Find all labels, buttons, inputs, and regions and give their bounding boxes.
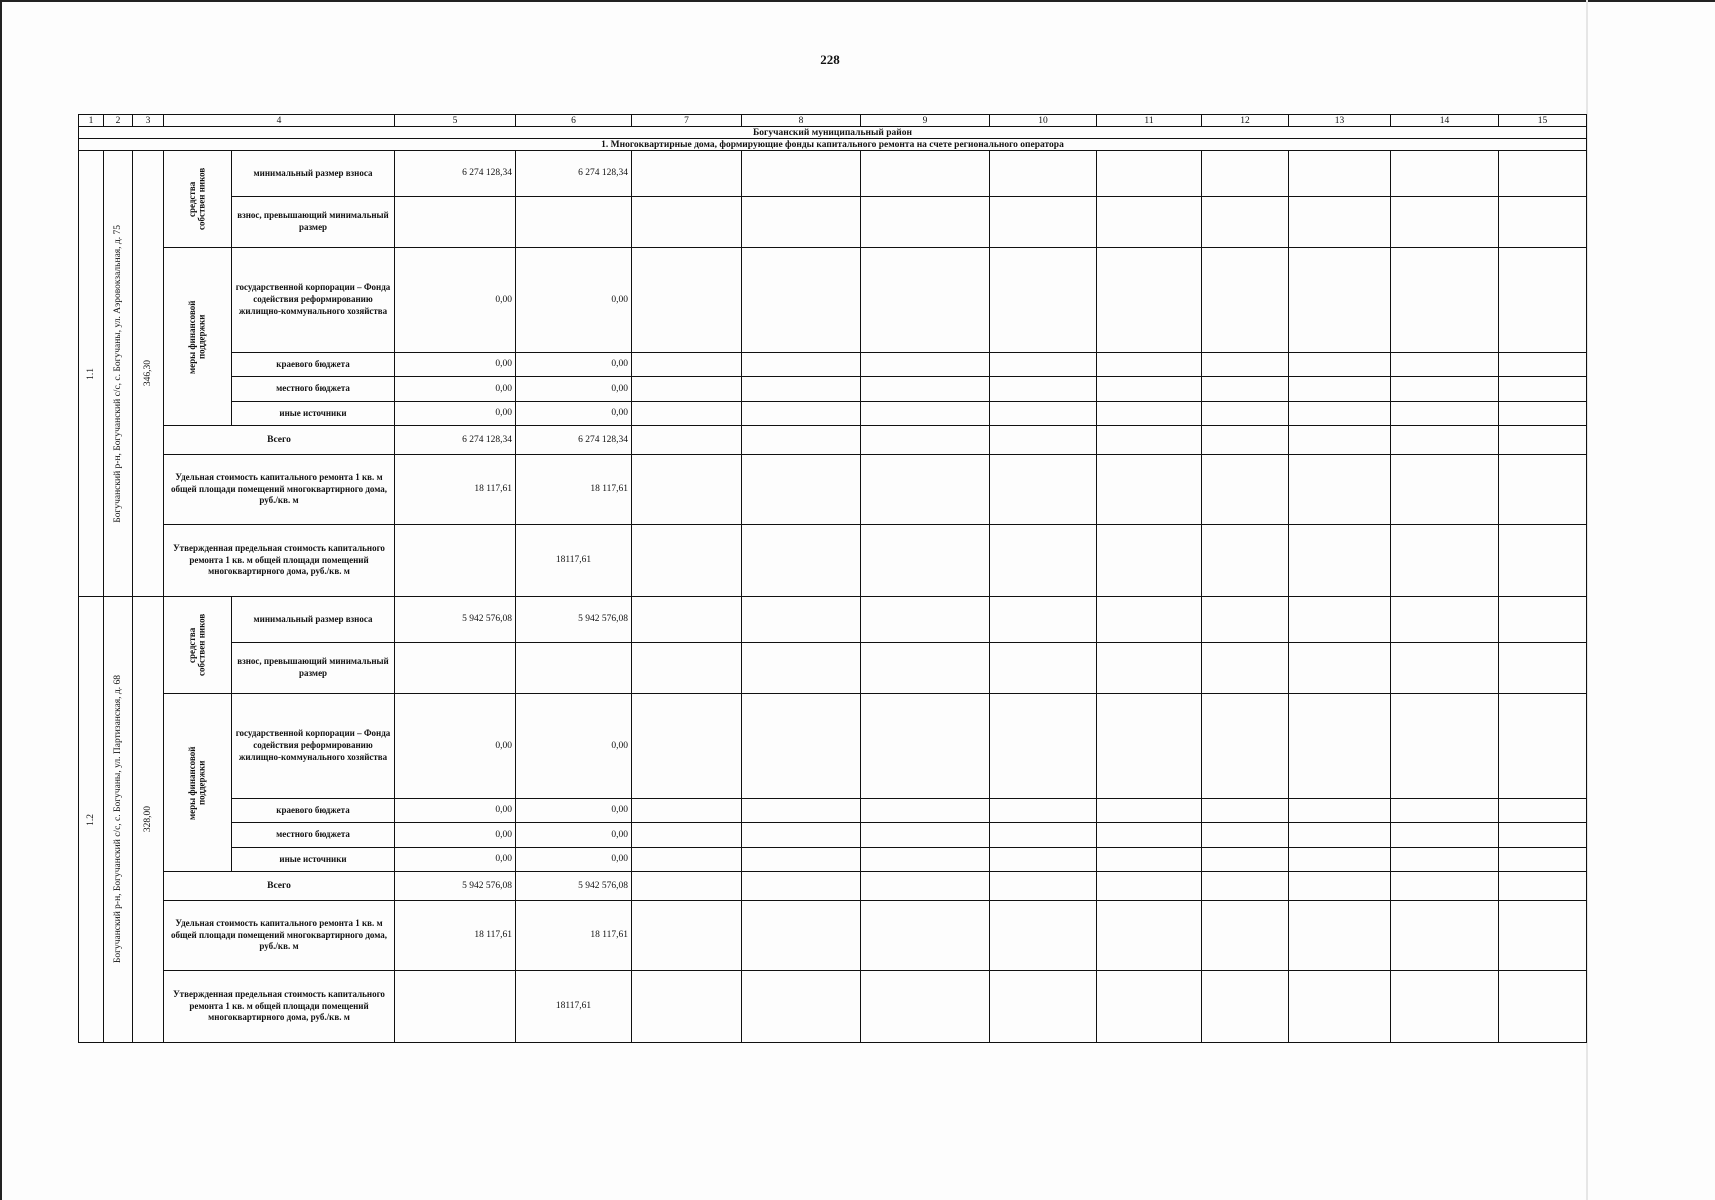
empty-cell xyxy=(861,426,990,455)
empty-cell xyxy=(990,643,1097,694)
other-label: иные источники xyxy=(232,402,395,426)
district-row xyxy=(79,127,1587,139)
value-col6: 0,00 xyxy=(516,848,632,872)
empty-cell xyxy=(1202,525,1289,597)
empty-cell xyxy=(1499,848,1587,872)
empty-cell xyxy=(1097,823,1202,848)
total-label: Всего xyxy=(164,426,395,455)
empty-cell xyxy=(990,799,1097,823)
empty-cell xyxy=(1202,151,1289,197)
record-address xyxy=(104,151,133,597)
empty-cell xyxy=(632,643,742,694)
empty-cell xyxy=(1499,872,1587,901)
empty-cell xyxy=(1391,426,1499,455)
empty-cell xyxy=(742,799,861,823)
empty-cell xyxy=(742,197,861,248)
empty-cell xyxy=(1289,848,1391,872)
empty-cell xyxy=(1202,971,1289,1043)
total-row xyxy=(79,872,1587,901)
empty-cell xyxy=(742,151,861,197)
local-label: местного бюджета xyxy=(232,377,395,402)
unit-cost-row xyxy=(79,455,1587,525)
col-header: 13 xyxy=(1289,115,1391,127)
value-col6: 0,00 xyxy=(516,823,632,848)
value-col6: 0,00 xyxy=(516,694,632,799)
empty-cell xyxy=(1289,525,1391,597)
empty-cell xyxy=(1391,799,1499,823)
empty-cell xyxy=(632,823,742,848)
empty-cell xyxy=(1202,426,1289,455)
empty-cell xyxy=(1097,426,1202,455)
empty-cell xyxy=(1499,455,1587,525)
empty-cell xyxy=(1391,901,1499,971)
excess-contribution-label: взнос, превышающий минимальный размер xyxy=(232,197,395,248)
empty-cell xyxy=(861,197,990,248)
empty-cell xyxy=(1202,377,1289,402)
empty-cell xyxy=(990,901,1097,971)
empty-cell xyxy=(1391,597,1499,643)
empty-cell xyxy=(861,377,990,402)
value-col5: 0,00 xyxy=(395,799,516,823)
value-col5: 0,00 xyxy=(395,377,516,402)
record-area-text: 346,30 xyxy=(142,360,153,387)
empty-cell xyxy=(1097,402,1202,426)
empty-cell xyxy=(1097,197,1202,248)
approved-value-col6: 18117,61 xyxy=(516,525,632,597)
empty-cell xyxy=(1097,151,1202,197)
empty-cell xyxy=(1097,971,1202,1043)
value-col6: 6 274 128,34 xyxy=(516,151,632,197)
empty-cell xyxy=(742,248,861,353)
approved-limit-label: Утвержденная предельная стоимость капитального ремонта 1 кв. м общей площади помещений многоквартирного дома, руб./кв. м xyxy=(164,971,395,1043)
empty-cell xyxy=(1289,377,1391,402)
empty-cell xyxy=(742,455,861,525)
unit-cost-label: Удельная стоимость капитального ремонта 1 кв. м общей площади помещений многоквартирного дома, руб./кв. м xyxy=(164,455,395,525)
min-contribution-label: минимальный размер взноса xyxy=(232,151,395,197)
regional-label: краевого бюджета xyxy=(232,799,395,823)
record-address-text: Богучанский р-н, Богучанский с/с, с. Богучаны, ул. Аэровокзальная, д. 75 xyxy=(112,224,123,523)
col-header: 2 xyxy=(104,115,133,127)
empty-cell xyxy=(1202,597,1289,643)
value-col5: 0,00 xyxy=(395,248,516,353)
empty-cell xyxy=(1289,151,1391,197)
empty-cell xyxy=(632,377,742,402)
scan-left-edge xyxy=(0,0,2,1200)
empty-cell xyxy=(742,848,861,872)
empty-cell xyxy=(990,823,1097,848)
record-row xyxy=(79,823,1587,848)
empty-cell xyxy=(1391,643,1499,694)
empty-cell xyxy=(1202,872,1289,901)
value-col5: 6 274 128,34 xyxy=(395,426,516,455)
empty-cell xyxy=(861,151,990,197)
empty-cell xyxy=(861,848,990,872)
other-label: иные источники xyxy=(232,848,395,872)
empty-cell xyxy=(1391,197,1499,248)
empty-cell xyxy=(1289,823,1391,848)
value-col5: 5 942 576,08 xyxy=(395,597,516,643)
district-title: Богучанский муниципальный район xyxy=(79,127,1587,139)
empty-cell xyxy=(632,872,742,901)
empty-cell xyxy=(1202,402,1289,426)
empty-cell xyxy=(1499,525,1587,597)
empty-cell xyxy=(861,901,990,971)
empty-cell xyxy=(861,353,990,377)
empty-cell xyxy=(1097,901,1202,971)
empty-cell xyxy=(1391,525,1499,597)
excess-contribution-label: взнос, превышающий минимальный размер xyxy=(232,643,395,694)
approved-value-col6: 18117,61 xyxy=(516,971,632,1043)
empty-cell xyxy=(990,151,1097,197)
empty-cell xyxy=(516,197,632,248)
empty-cell xyxy=(861,799,990,823)
empty-cell xyxy=(632,694,742,799)
empty-cell xyxy=(990,597,1097,643)
empty-cell xyxy=(1499,377,1587,402)
empty-cell xyxy=(861,872,990,901)
page-number: 228 xyxy=(820,52,840,67)
empty-cell xyxy=(1289,353,1391,377)
approved-limit-row xyxy=(79,971,1587,1043)
col-header: 4 xyxy=(164,115,395,127)
empty-cell xyxy=(1499,248,1587,353)
total-row xyxy=(79,426,1587,455)
empty-cell xyxy=(861,971,990,1043)
record-row xyxy=(79,353,1587,377)
value-col6: 18 117,61 xyxy=(516,901,632,971)
record-row xyxy=(79,694,1587,799)
empty-cell xyxy=(742,525,861,597)
empty-cell xyxy=(742,643,861,694)
value-col5: 0,00 xyxy=(395,402,516,426)
empty-cell xyxy=(1289,455,1391,525)
empty-cell xyxy=(1289,799,1391,823)
value-col6: 5 942 576,08 xyxy=(516,872,632,901)
empty-cell xyxy=(632,151,742,197)
empty-cell xyxy=(395,643,516,694)
value-col6: 0,00 xyxy=(516,799,632,823)
empty-cell xyxy=(1097,597,1202,643)
empty-cell xyxy=(1391,872,1499,901)
min-contribution-label: минимальный размер взноса xyxy=(232,597,395,643)
value-col5: 0,00 xyxy=(395,848,516,872)
empty-cell xyxy=(1097,377,1202,402)
support-measures-label xyxy=(164,694,232,872)
empty-cell xyxy=(742,402,861,426)
empty-cell xyxy=(1202,248,1289,353)
value-col6: 0,00 xyxy=(516,248,632,353)
empty-cell xyxy=(861,694,990,799)
record-row xyxy=(79,151,1587,197)
record-area-text: 328,00 xyxy=(142,806,153,833)
value-col5: 0,00 xyxy=(395,823,516,848)
empty-cell xyxy=(1289,426,1391,455)
empty-cell xyxy=(1202,799,1289,823)
empty-cell xyxy=(1499,971,1587,1043)
col-header: 8 xyxy=(742,115,861,127)
approved-limit-row xyxy=(79,525,1587,597)
record-address xyxy=(104,597,133,1043)
value-col6: 6 274 128,34 xyxy=(516,426,632,455)
empty-cell xyxy=(395,525,516,597)
empty-cell xyxy=(1499,197,1587,248)
empty-cell xyxy=(632,848,742,872)
record-number-text: 1.1 xyxy=(85,367,96,380)
total-label: Всего xyxy=(164,872,395,901)
empty-cell xyxy=(990,525,1097,597)
empty-cell xyxy=(1289,597,1391,643)
empty-cell xyxy=(1202,848,1289,872)
empty-cell xyxy=(1391,971,1499,1043)
empty-cell xyxy=(1202,694,1289,799)
empty-cell xyxy=(861,402,990,426)
empty-cell xyxy=(1202,643,1289,694)
unit-cost-label: Удельная стоимость капитального ремонта 1 кв. м общей площади помещений многоквартирного дома, руб./кв. м xyxy=(164,901,395,971)
empty-cell xyxy=(990,426,1097,455)
record-row xyxy=(79,402,1587,426)
record-number xyxy=(79,151,104,597)
empty-cell xyxy=(1499,426,1587,455)
value-col6: 0,00 xyxy=(516,353,632,377)
empty-cell xyxy=(632,597,742,643)
empty-cell xyxy=(1289,643,1391,694)
approved-limit-label: Утвержденная предельная стоимость капитального ремонта 1 кв. м общей площади помещений многоквартирного дома, руб./кв. м xyxy=(164,525,395,597)
empty-cell xyxy=(1097,848,1202,872)
value-col5: 6 274 128,34 xyxy=(395,151,516,197)
section-row xyxy=(79,139,1587,151)
empty-cell xyxy=(1097,643,1202,694)
record-row xyxy=(79,597,1587,643)
col-header: 15 xyxy=(1499,115,1587,127)
empty-cell xyxy=(861,525,990,597)
col-header: 12 xyxy=(1202,115,1289,127)
empty-cell xyxy=(1289,901,1391,971)
empty-cell xyxy=(395,971,516,1043)
empty-cell xyxy=(632,901,742,971)
owners-funds-label xyxy=(164,597,232,694)
empty-cell xyxy=(1097,694,1202,799)
empty-cell xyxy=(1097,248,1202,353)
value-col6: 0,00 xyxy=(516,377,632,402)
empty-cell xyxy=(1391,402,1499,426)
empty-cell xyxy=(632,248,742,353)
record-row xyxy=(79,799,1587,823)
value-col5: 18 117,61 xyxy=(395,901,516,971)
table-body xyxy=(79,115,1587,1043)
record-area xyxy=(133,151,164,597)
record-area xyxy=(133,597,164,1043)
empty-cell xyxy=(1499,694,1587,799)
empty-cell xyxy=(861,823,990,848)
empty-cell xyxy=(1499,353,1587,377)
value-col6: 0,00 xyxy=(516,402,632,426)
empty-cell xyxy=(742,694,861,799)
empty-cell xyxy=(1499,597,1587,643)
support-measures-label xyxy=(164,248,232,426)
empty-cell xyxy=(990,971,1097,1043)
empty-cell xyxy=(990,848,1097,872)
value-col5: 18 117,61 xyxy=(395,455,516,525)
empty-cell xyxy=(990,197,1097,248)
section-title: 1. Многоквартирные дома, формирующие фонды капитального ремонта на счете регионального оператора xyxy=(79,139,1587,151)
empty-cell xyxy=(632,525,742,597)
empty-cell xyxy=(632,971,742,1043)
empty-cell xyxy=(1202,455,1289,525)
empty-cell xyxy=(990,402,1097,426)
col-header: 5 xyxy=(395,115,516,127)
regional-label: краевого бюджета xyxy=(232,353,395,377)
empty-cell xyxy=(632,426,742,455)
empty-cell xyxy=(1097,525,1202,597)
col-header: 7 xyxy=(632,115,742,127)
empty-cell xyxy=(861,248,990,353)
empty-cell xyxy=(1499,402,1587,426)
empty-cell xyxy=(395,197,516,248)
value-col6: 18 117,61 xyxy=(516,455,632,525)
empty-cell xyxy=(742,377,861,402)
empty-cell xyxy=(632,353,742,377)
empty-cell xyxy=(1499,901,1587,971)
empty-cell xyxy=(861,643,990,694)
empty-cell xyxy=(990,455,1097,525)
col-header: 6 xyxy=(516,115,632,127)
empty-cell xyxy=(1289,402,1391,426)
empty-cell xyxy=(632,402,742,426)
record-row xyxy=(79,377,1587,402)
record-number-text: 1.2 xyxy=(85,813,96,826)
value-col5: 5 942 576,08 xyxy=(395,872,516,901)
empty-cell xyxy=(1289,694,1391,799)
local-label: местного бюджета xyxy=(232,823,395,848)
empty-cell xyxy=(990,248,1097,353)
owners-funds-label-text: средства собствен ников xyxy=(187,613,207,677)
state-corp-label: государственной корпорации – Фонда содействия реформированию жилищно-коммунального хозяйства xyxy=(232,694,395,799)
support-measures-label-text: меры финансовой поддержки xyxy=(187,745,207,820)
empty-cell xyxy=(861,597,990,643)
column-number-row xyxy=(79,115,1587,127)
empty-cell xyxy=(742,597,861,643)
empty-cell xyxy=(742,426,861,455)
col-header: 10 xyxy=(990,115,1097,127)
unit-cost-row xyxy=(79,901,1587,971)
empty-cell xyxy=(1391,353,1499,377)
empty-cell xyxy=(1202,353,1289,377)
record-number xyxy=(79,597,104,1043)
empty-cell xyxy=(1391,848,1499,872)
empty-cell xyxy=(516,643,632,694)
empty-cell xyxy=(1202,901,1289,971)
empty-cell xyxy=(742,872,861,901)
empty-cell xyxy=(1499,799,1587,823)
empty-cell xyxy=(1097,455,1202,525)
value-col5: 0,00 xyxy=(395,353,516,377)
record-row xyxy=(79,643,1587,694)
empty-cell xyxy=(861,455,990,525)
empty-cell xyxy=(1499,823,1587,848)
record-row xyxy=(79,197,1587,248)
empty-cell xyxy=(632,197,742,248)
empty-cell xyxy=(742,353,861,377)
empty-cell xyxy=(742,901,861,971)
empty-cell xyxy=(1289,872,1391,901)
empty-cell xyxy=(1097,799,1202,823)
value-col6: 5 942 576,08 xyxy=(516,597,632,643)
empty-cell xyxy=(1202,197,1289,248)
empty-cell xyxy=(1289,971,1391,1043)
owners-funds-label-text: средства собствен ников xyxy=(187,167,207,231)
empty-cell xyxy=(990,353,1097,377)
empty-cell xyxy=(1289,248,1391,353)
record-row xyxy=(79,848,1587,872)
state-corp-label: государственной корпорации – Фонда содействия реформированию жилищно-коммунального хозяйства xyxy=(232,248,395,353)
col-header: 14 xyxy=(1391,115,1499,127)
empty-cell xyxy=(1391,455,1499,525)
empty-cell xyxy=(1499,151,1587,197)
scan-top-edge xyxy=(0,0,1715,2)
empty-cell xyxy=(990,872,1097,901)
empty-cell xyxy=(1499,643,1587,694)
empty-cell xyxy=(742,823,861,848)
record-row xyxy=(79,248,1587,353)
col-header: 1 xyxy=(79,115,104,127)
empty-cell xyxy=(990,694,1097,799)
empty-cell xyxy=(1289,197,1391,248)
empty-cell xyxy=(1391,694,1499,799)
col-header: 11 xyxy=(1097,115,1202,127)
empty-cell xyxy=(1097,353,1202,377)
empty-cell xyxy=(1391,151,1499,197)
capital-repair-table xyxy=(78,114,1587,1043)
support-measures-label-text: меры финансовой поддержки xyxy=(187,299,207,374)
empty-cell xyxy=(1391,377,1499,402)
value-col5: 0,00 xyxy=(395,694,516,799)
record-address-text: Богучанский р-н, Богучанский с/с, с. Богучаны, ул. Партизанская, д. 68 xyxy=(112,675,123,964)
empty-cell xyxy=(1391,248,1499,353)
col-header: 3 xyxy=(133,115,164,127)
empty-cell xyxy=(632,455,742,525)
empty-cell xyxy=(632,799,742,823)
col-header: 9 xyxy=(861,115,990,127)
empty-cell xyxy=(990,377,1097,402)
empty-cell xyxy=(1097,872,1202,901)
empty-cell xyxy=(1391,823,1499,848)
owners-funds-label xyxy=(164,151,232,248)
empty-cell xyxy=(1202,823,1289,848)
empty-cell xyxy=(742,971,861,1043)
